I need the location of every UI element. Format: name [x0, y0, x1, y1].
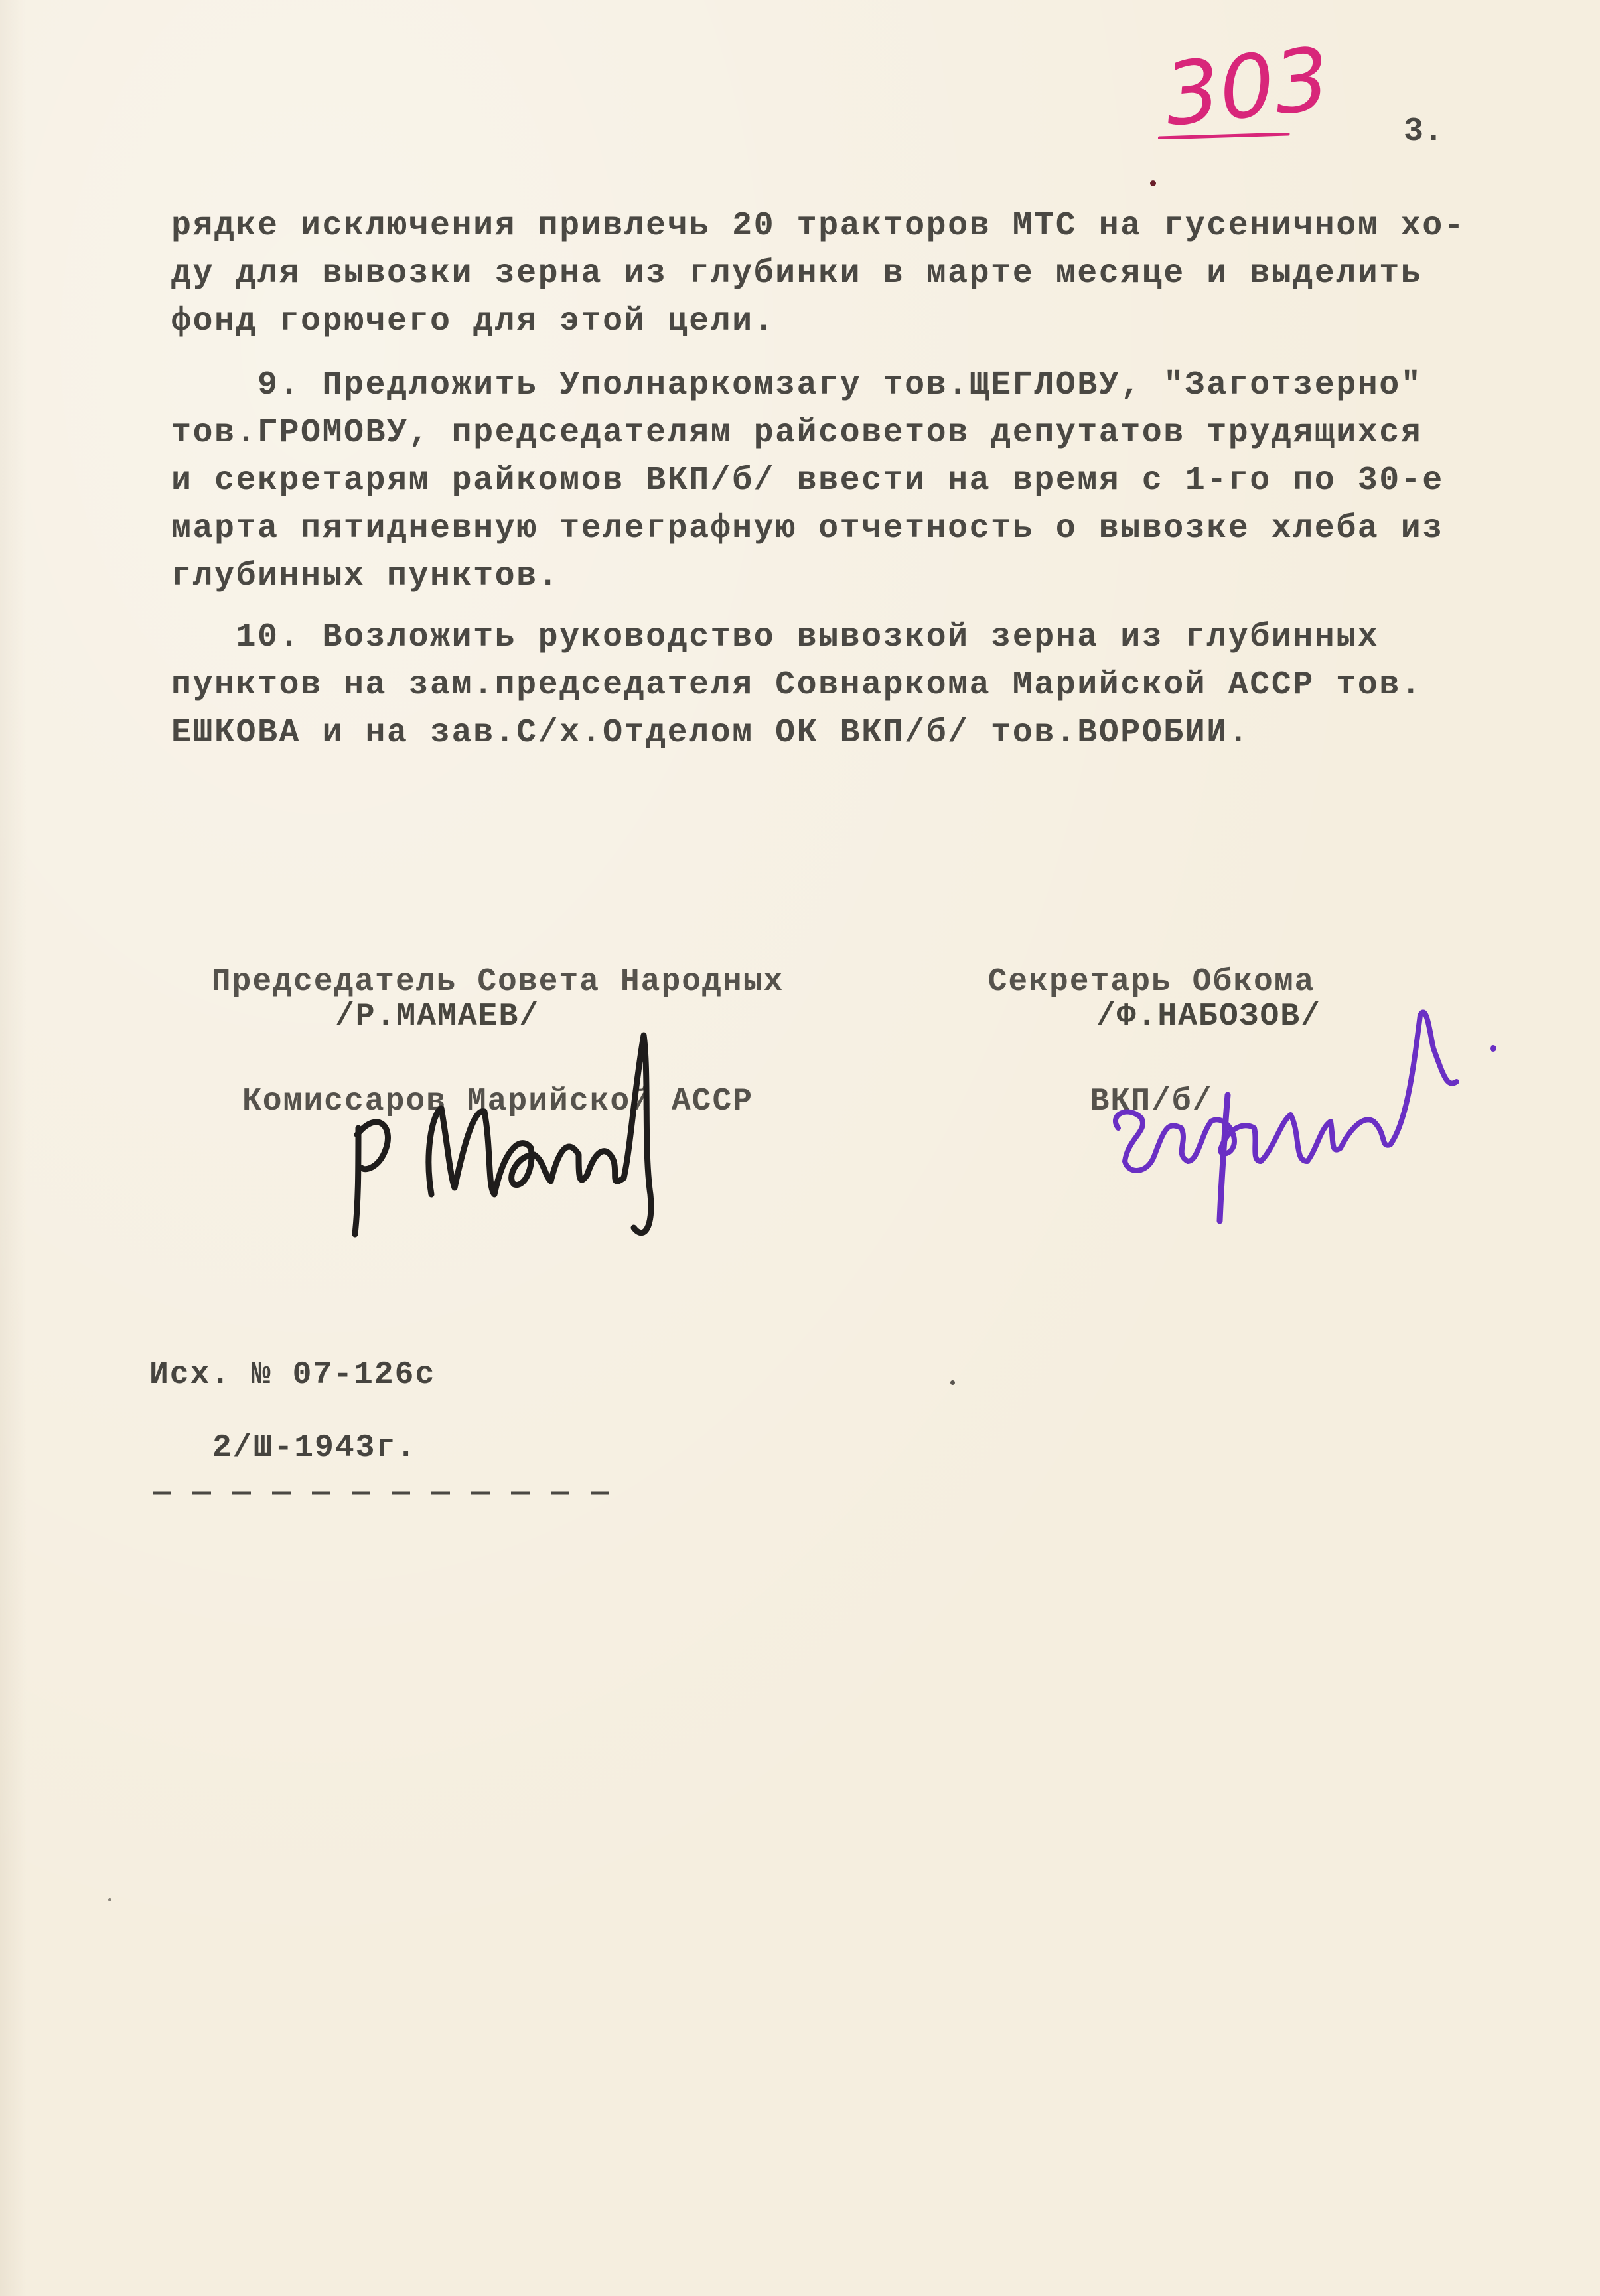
text-line: и секретарям райкомов ВКП/б/ ввести на время с 1-го по 30-е: [171, 462, 1444, 500]
folio-underline: [1158, 133, 1291, 139]
outgoing-date: 2/Ш-1943г.: [212, 1430, 417, 1466]
paragraph-9: [171, 362, 1538, 601]
ink-dot: [1150, 180, 1156, 186]
title-line: Председатель Совета Народных: [211, 964, 784, 1000]
text-line: глубинных пунктов.: [171, 557, 560, 595]
signatory-right-name: /Ф.НАБОЗОВ/: [1096, 999, 1321, 1035]
text-line: пунктов на зам.председателя Совнаркома Марийской АССР тов.: [171, 666, 1423, 704]
archive-folio-number: 303: [1159, 28, 1335, 146]
signature-right: [1102, 962, 1513, 1241]
outgoing-number: Исх. № 07-126с: [149, 1357, 436, 1393]
signatory-left-name: /Р.МАМАЕВ/: [335, 999, 540, 1035]
title-line: Секретарь Обкома: [987, 964, 1315, 1000]
title-line: Комиссаров Марийской АССР: [242, 1084, 754, 1119]
page-number: 3.: [1404, 113, 1444, 151]
speck: [950, 1380, 955, 1385]
text-line: ЕШКОВА и на зав.С/х.Отделом ОК ВКП/б/ тов.ВОРОБИИ.: [171, 714, 1250, 752]
text-line: марта пятидневную телеграфную отчетность о вывозке хлеба из: [171, 510, 1444, 547]
text-line: ду для вывозки зерна из глубинки в марте месяце и выделить: [171, 255, 1423, 293]
text-line: фонд горючего для этой цели.: [171, 303, 776, 340]
text-line: тов.ГРОМОВУ, председателям райсоветов депутатов трудящихся: [171, 414, 1423, 452]
text-line: 9. Предложить Уполнаркомзагу тов.ЩЕГЛОВУ, "Заготзерно": [171, 366, 1423, 404]
text-line: рядке исключения привлечь 20 тракторов МТС на гусеничном хо-: [171, 207, 1466, 245]
speck: [108, 1898, 111, 1901]
dashed-rule: [149, 1486, 634, 1500]
title-line: ВКП/б/: [1090, 1084, 1213, 1119]
paragraph-continuation: [171, 202, 1538, 346]
text-line: 10. Возложить руководство вывозкой зерна из глубинных: [171, 618, 1380, 656]
paragraph-10: [171, 614, 1538, 757]
signature-left: [332, 975, 730, 1254]
